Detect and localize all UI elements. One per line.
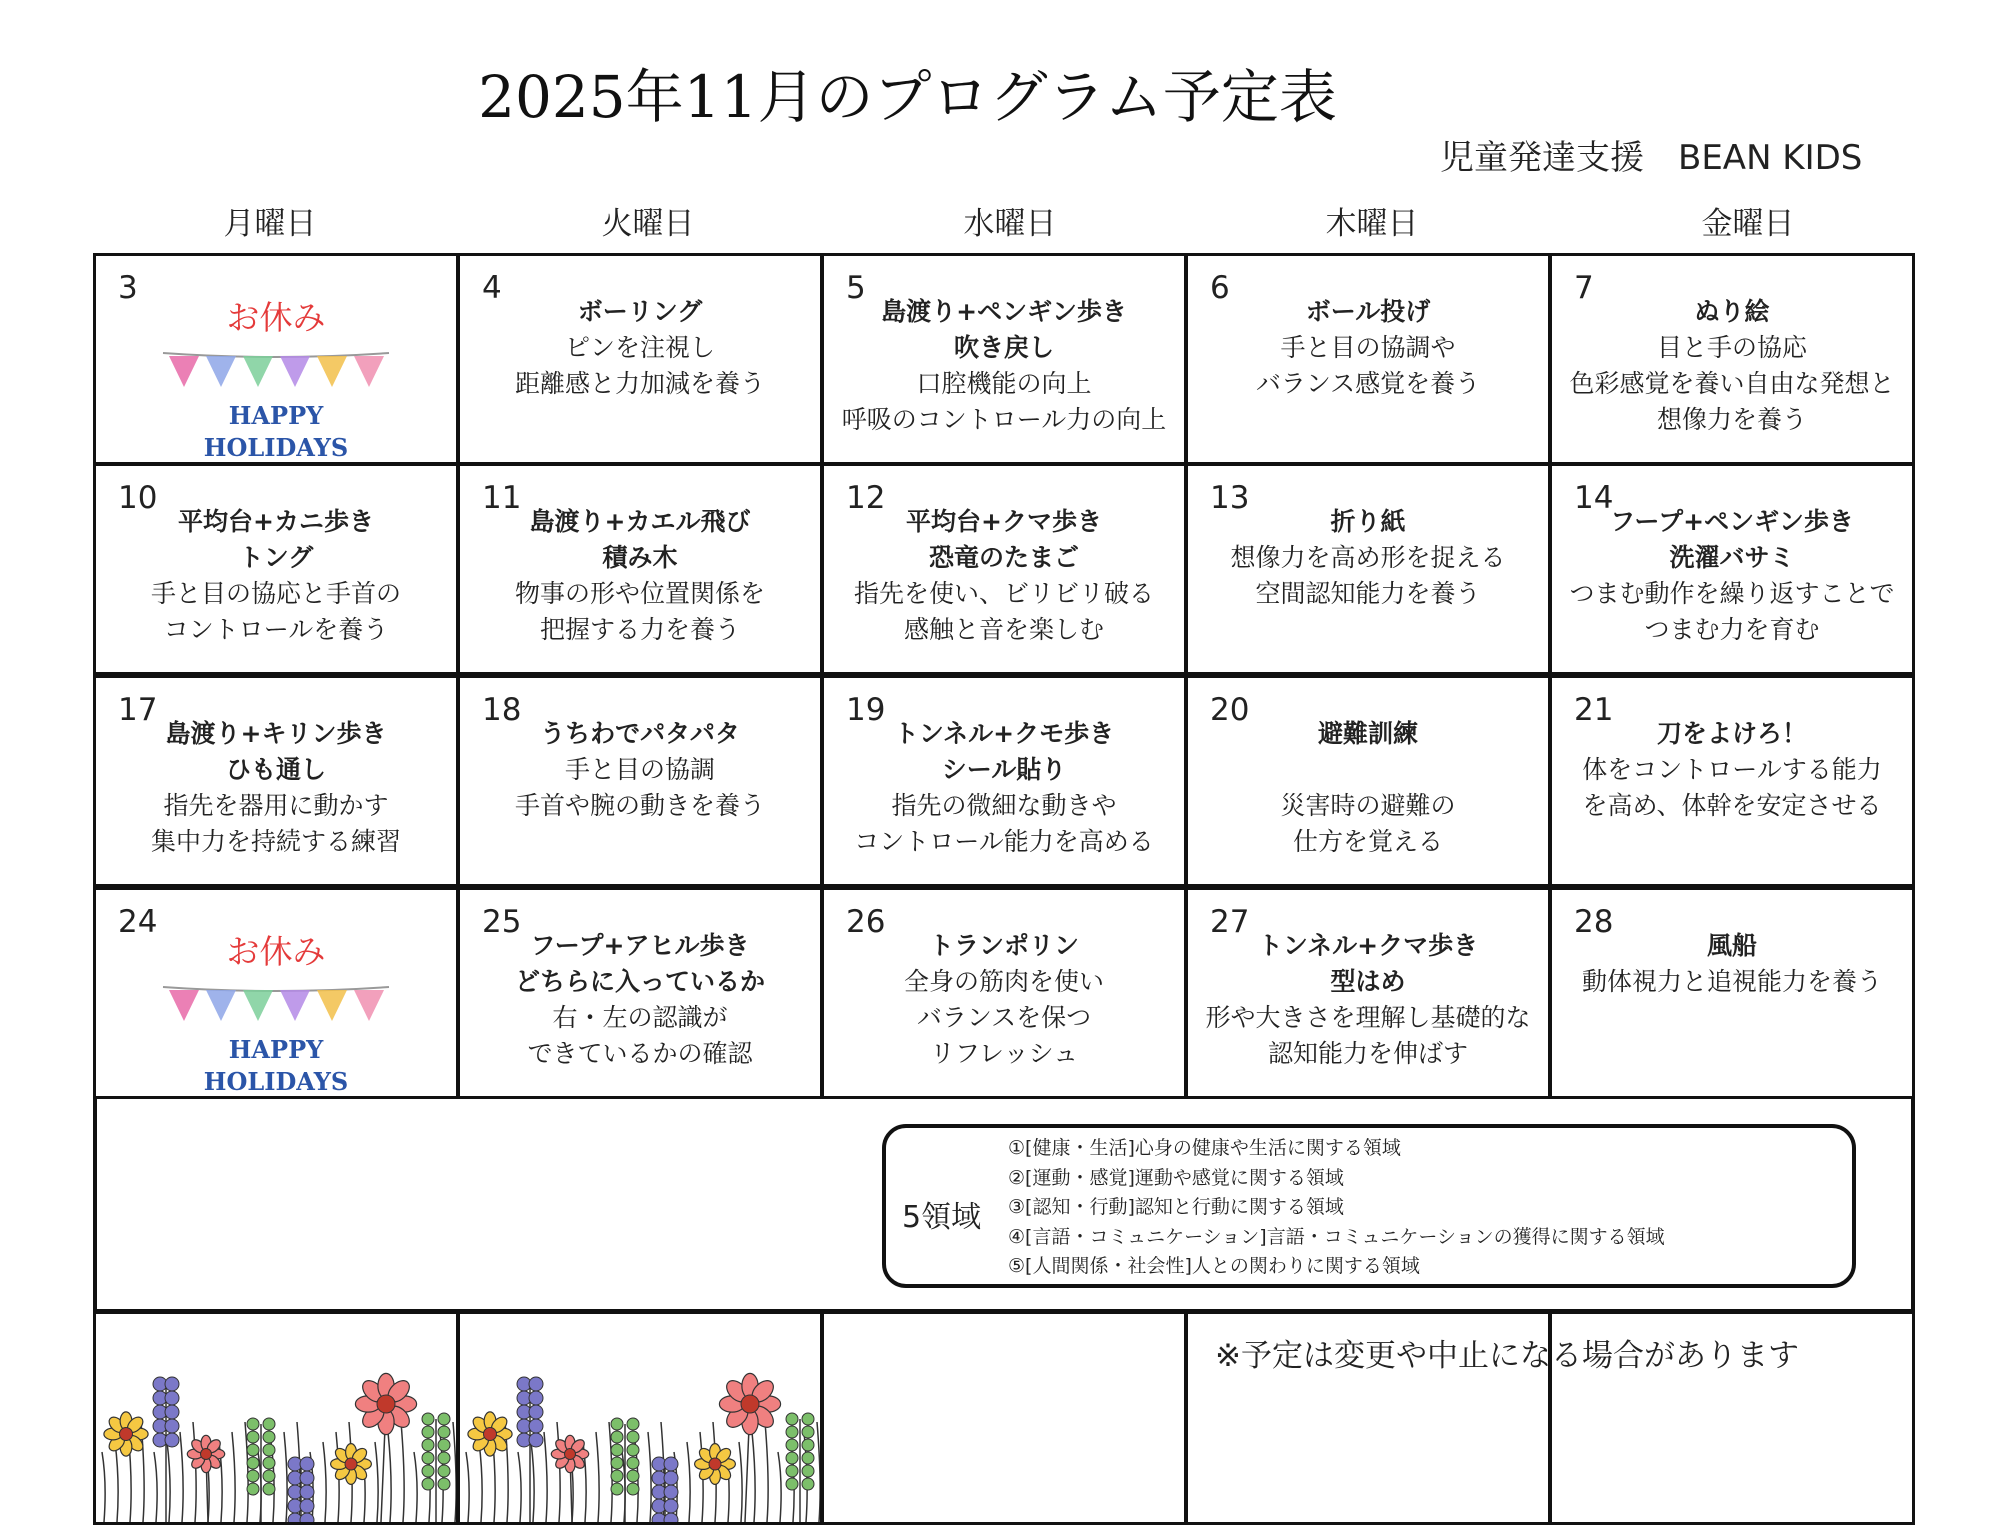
calendar-day-cell xyxy=(93,675,459,887)
program-description: つまむ力を育む xyxy=(1644,615,1820,644)
day-number: 20 xyxy=(1210,692,1250,728)
program-description: バランスを保つ xyxy=(916,1003,1092,1032)
day-number: 27 xyxy=(1210,904,1250,940)
program-details xyxy=(1188,716,1548,860)
day-number: 28 xyxy=(1574,904,1614,940)
happy-text: HAPPY xyxy=(228,1035,324,1064)
program-description: 色彩感覚を養い自由な発想と xyxy=(1569,369,1895,398)
calendar-day-cell xyxy=(1549,675,1915,887)
calendar-day-cell xyxy=(1185,887,1551,1099)
program-title: 風船 xyxy=(1706,931,1757,960)
calendar-day-cell xyxy=(1549,253,1915,465)
holidays-text: HOLIDAYS xyxy=(203,433,349,462)
program-title: ボーリング xyxy=(577,297,703,326)
program-title: 避難訓練 xyxy=(1317,719,1418,748)
calendar-day-cell xyxy=(1185,463,1551,675)
weekday-header: 水曜日 xyxy=(963,206,1057,242)
calendar-day-cell xyxy=(1549,463,1915,675)
flower-illustration-icon xyxy=(460,1314,820,1522)
calendar-day-cell xyxy=(1185,253,1551,465)
program-details xyxy=(824,504,1184,648)
program-details xyxy=(1188,294,1548,402)
program-description: 集中力を持続する練習 xyxy=(150,827,401,856)
program-title: フープ+ペンギン歩き xyxy=(1610,507,1854,536)
schedule-note: ※予定は変更や中止になる場合があります xyxy=(1215,1338,1799,1374)
program-details xyxy=(1188,504,1548,612)
legend-list xyxy=(1008,1134,1665,1282)
day-number: 26 xyxy=(846,904,886,940)
legend-item: ③[認知・行動]認知と行動に関する領域 xyxy=(1008,1196,1344,1218)
program-title: 吹き戻し xyxy=(953,333,1054,362)
program-description: できているかの確認 xyxy=(527,1039,753,1068)
legend-item: ④[言語・コミュニケーション]言語・コミュニケーションの獲得に関する領域 xyxy=(1008,1225,1665,1248)
holiday-block xyxy=(96,292,456,461)
program-title: 平均台+クマ歩き xyxy=(906,507,1102,536)
flower-decoration-cell xyxy=(93,1311,459,1525)
day-number: 18 xyxy=(482,692,522,728)
holiday-label: お休み xyxy=(226,932,326,971)
calendar-day-cell xyxy=(93,463,459,675)
program-title: トランポリン xyxy=(928,931,1079,960)
calendar-day-cell xyxy=(93,253,459,465)
blank-cell xyxy=(821,1311,1187,1525)
program-details xyxy=(1552,504,1912,648)
program-description: 体をコントロールする能力 xyxy=(1582,755,1882,784)
program-title: シール貼り xyxy=(941,755,1067,784)
program-description: 指先を器用に動かす xyxy=(163,791,389,820)
day-number: 11 xyxy=(482,480,522,516)
calendar-day-cell xyxy=(1549,887,1915,1099)
program-title: ボール投げ xyxy=(1305,297,1431,326)
weekday-header: 月曜日 xyxy=(223,206,317,242)
organization-name: 児童発達支援 BEAN KIDS xyxy=(1440,138,1863,178)
program-description: リフレッシュ xyxy=(929,1039,1079,1068)
day-number: 24 xyxy=(118,904,158,940)
program-description: 手と目の協調 xyxy=(564,755,715,784)
program-title: うちわでパタパタ xyxy=(540,719,740,748)
calendar-day-cell xyxy=(821,253,1187,465)
program-details xyxy=(1552,928,1912,1000)
legend-item: ①[健康・生活]心身の健康や生活に関する領域 xyxy=(1008,1137,1401,1159)
day-number: 19 xyxy=(846,692,886,728)
program-title: 島渡り+カエル飛び xyxy=(529,507,751,536)
program-details xyxy=(824,928,1184,1072)
calendar-day-cell xyxy=(457,463,823,675)
program-details xyxy=(824,294,1184,438)
program-description: 形や大きさを理解し基礎的な xyxy=(1205,1003,1531,1032)
program-title: 島渡り+キリン歩き xyxy=(165,719,387,748)
legend-item: ⑤[人間関係・社会性]人との関わりに関する領域 xyxy=(1008,1255,1420,1277)
flower-illustration-icon xyxy=(96,1314,456,1522)
program-description: 指先の微細な動きや xyxy=(891,791,1117,820)
program-description: 仕方を覚える xyxy=(1292,827,1443,856)
program-title: 刀をよけろ！ xyxy=(1656,719,1807,748)
day-number: 25 xyxy=(482,904,522,940)
program-description: 手と目の協調や xyxy=(1280,333,1456,362)
program-details xyxy=(1552,294,1912,438)
program-description: 感触と音を楽しむ xyxy=(903,615,1104,644)
calendar-day-cell xyxy=(457,675,823,887)
program-title: 積み木 xyxy=(602,543,678,572)
flower-decoration-cell xyxy=(457,1311,823,1525)
day-number: 7 xyxy=(1574,270,1594,306)
calendar-day-cell xyxy=(93,887,459,1099)
program-description: バランス感覚を養う xyxy=(1255,369,1481,398)
happy-text: HAPPY xyxy=(228,401,324,430)
program-details xyxy=(460,504,820,648)
day-number: 14 xyxy=(1574,480,1614,516)
program-description: 物事の形や位置関係を xyxy=(514,579,765,608)
calendar-day-cell xyxy=(821,675,1187,887)
program-description xyxy=(1188,752,1548,788)
program-details xyxy=(824,716,1184,860)
day-number: 4 xyxy=(482,270,502,306)
page-title: 2025年11月のプログラム予定表 xyxy=(478,63,1337,131)
bunting-banner-icon xyxy=(161,347,391,393)
program-title: トンネル+クモ歩き xyxy=(893,719,1115,748)
day-number: 3 xyxy=(118,270,138,306)
bunting-banner-icon xyxy=(161,981,391,1027)
program-title: フープ+アヒル歩き xyxy=(530,931,750,960)
program-description: 手と目の協応と手首の xyxy=(150,579,401,608)
holiday-block xyxy=(96,926,456,1095)
program-description: 想像力を高め形を捉える xyxy=(1230,543,1506,572)
calendar-day-cell xyxy=(821,887,1187,1099)
holidays-text: HOLIDAYS xyxy=(203,1067,349,1096)
program-title: 洗濯バサミ xyxy=(1669,543,1795,572)
program-description: ピンを注視し xyxy=(564,333,715,362)
program-details xyxy=(96,716,456,860)
program-details xyxy=(96,504,456,648)
program-description: 指先を使い、ビリビリ破る xyxy=(853,579,1154,608)
weekday-header: 金曜日 xyxy=(1701,206,1795,242)
program-description: 動体視力と追視能力を養う xyxy=(1581,967,1882,996)
program-title: 型はめ xyxy=(1330,967,1406,996)
program-details xyxy=(1552,716,1912,824)
program-description: 右・左の認識が xyxy=(552,1003,728,1032)
calendar-day-cell xyxy=(457,253,823,465)
program-description: 把握する力を養う xyxy=(539,615,740,644)
program-details xyxy=(1188,928,1548,1072)
program-description: 口腔機能の向上 xyxy=(916,369,1092,398)
calendar-day-cell xyxy=(821,463,1187,675)
program-description: コントロールを養う xyxy=(163,615,389,644)
program-description: 全身の筋肉を使い xyxy=(903,967,1104,996)
program-title: 恐竜のたまご xyxy=(928,543,1079,572)
program-title: 折り紙 xyxy=(1330,507,1406,536)
day-number: 10 xyxy=(118,480,158,516)
day-number: 13 xyxy=(1210,480,1250,516)
legend-item: ②[運動・感覚]運動や感覚に関する領域 xyxy=(1008,1166,1344,1189)
day-number: 12 xyxy=(846,480,886,516)
legend-title: 5領域 xyxy=(902,1200,982,1235)
calendar-day-cell xyxy=(1185,675,1551,887)
program-details xyxy=(460,928,820,1072)
day-number: 17 xyxy=(118,692,158,728)
program-description: コントロール能力を高める xyxy=(854,827,1154,856)
program-title: ひも通し xyxy=(225,755,326,784)
program-description: 手首や腕の動きを養う xyxy=(514,791,765,820)
program-description: 災害時の避難の xyxy=(1280,791,1456,820)
weekday-header: 火曜日 xyxy=(601,206,695,242)
holiday-label: お休み xyxy=(226,298,326,337)
program-description: を高め、体幹を安定させる xyxy=(1582,791,1882,820)
day-number: 5 xyxy=(846,270,866,306)
program-description: 認知能力を伸ばす xyxy=(1267,1039,1468,1068)
program-description: 想像力を養う xyxy=(1656,405,1807,434)
weekday-header: 木曜日 xyxy=(1325,206,1419,242)
program-description: 空間認知能力を養う xyxy=(1255,579,1481,608)
program-title: どちらに入っているか xyxy=(514,967,765,996)
program-details xyxy=(460,716,820,824)
program-description: 呼吸のコントロール力の向上 xyxy=(841,405,1167,434)
program-title: 島渡り+ペンギン歩き xyxy=(881,297,1127,326)
program-description: 距離感と力加減を養う xyxy=(514,369,765,398)
program-title: ぬり絵 xyxy=(1694,297,1770,326)
program-details xyxy=(460,294,820,402)
day-number: 6 xyxy=(1210,270,1230,306)
program-title: トンネル+クマ歩き xyxy=(1257,931,1479,960)
five-domains-legend xyxy=(882,1124,1856,1288)
program-title: トング xyxy=(238,543,314,572)
program-description: つまむ動作を繰り返すことで xyxy=(1569,579,1895,608)
program-title: 平均台+カニ歩き xyxy=(178,507,374,536)
day-number: 21 xyxy=(1574,692,1614,728)
calendar-day-cell xyxy=(457,887,823,1099)
program-description: 目と手の協応 xyxy=(1656,333,1807,362)
